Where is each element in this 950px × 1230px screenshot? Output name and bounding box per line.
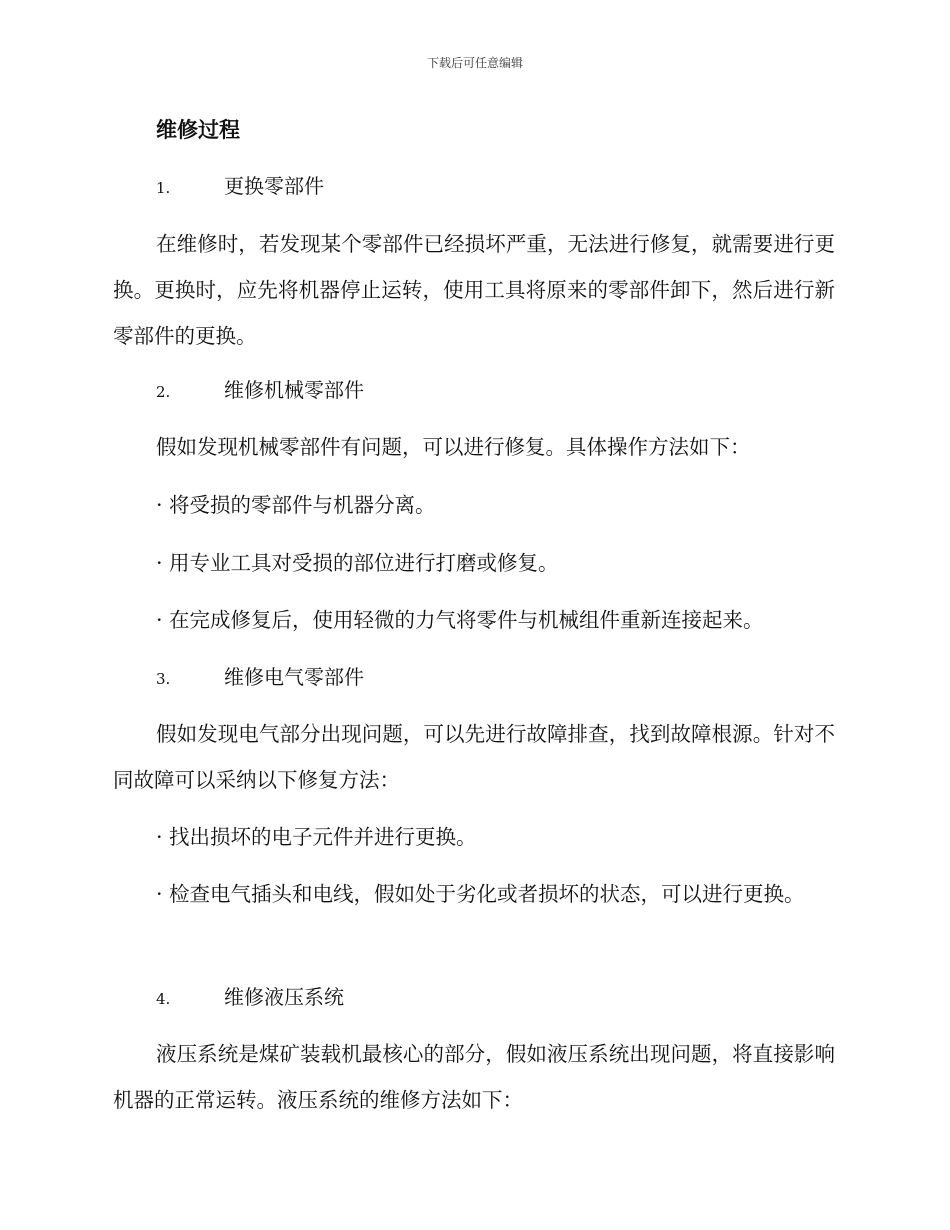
heading-3 [156, 663, 364, 693]
heading-number: 1. [156, 179, 171, 197]
heading-2 [156, 376, 364, 406]
paragraph: 假如发现机械零部件有问题，可以进行修复。具体操作方法如下： [156, 435, 751, 459]
paragraph: 在维修时，若发现某个零部件已经损坏严重，无法进行修复，就需要进行更换。更换时，应先将机器停止运转，使用工具将原来的零部件卸下，然后进行新零部件的更换。 [113, 232, 835, 348]
heading-text: 维修电气零部件 [224, 665, 364, 689]
heading-number: 4. [156, 990, 171, 1008]
paragraph: 假如发现电气部分出现问题，可以先进行故障排查，找到故障根源。针对不同故障可以采纳以下修复方法： [113, 722, 835, 792]
section-title: 维修过程 [156, 117, 240, 142]
list-item: · 用专业工具对受损的部位进行打磨或修复。 [156, 551, 559, 575]
heading-text: 维修液压系统 [224, 985, 344, 1009]
heading-text: 维修机械零部件 [224, 378, 364, 402]
heading-1 [156, 172, 324, 202]
heading-number: 2. [156, 383, 171, 401]
list-item: · 将受损的零部件与机器分离。 [156, 493, 436, 517]
heading-4 [156, 983, 344, 1013]
list-item: · 检查电气插头和电线，假如处于劣化或者损坏的状态，可以进行更换。 [156, 882, 805, 906]
heading-number: 3. [156, 670, 171, 688]
page-header: 下载后可任意编辑 [426, 56, 523, 70]
heading-text: 更换零部件 [224, 174, 324, 198]
list-item: · 在完成修复后，使用轻微的力气将零件与机械组件重新连接起来。 [156, 608, 764, 632]
paragraph: 液压系统是煤矿装载机最核心的部分，假如液压系统出现问题，将直接影响机器的正常运转。液压系统的维修方法如下： [113, 1042, 835, 1112]
list-item: · 找出损坏的电子元件并进行更换。 [156, 825, 477, 849]
